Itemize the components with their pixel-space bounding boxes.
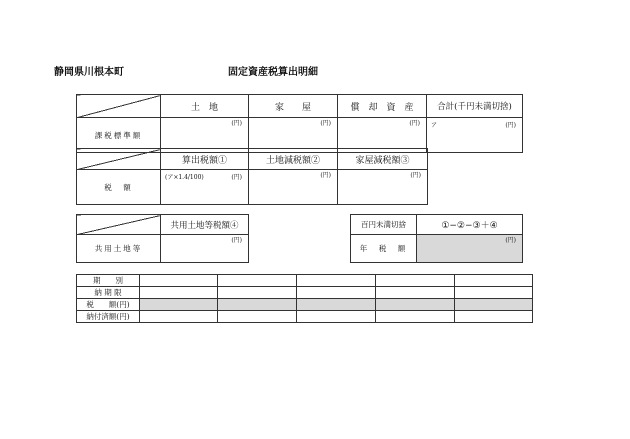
unit-label: (円) [320, 120, 331, 127]
schedule-cell [218, 299, 297, 311]
schedule-cell [297, 287, 376, 299]
schedule-cell [376, 275, 455, 287]
schedule-cell [297, 311, 376, 323]
document-title: 固定資産税算出明細 [228, 67, 318, 78]
row-label-shared-land: 共用土地等 [77, 235, 161, 263]
schedule-cell [455, 299, 533, 311]
row-label-annual-tax: 年 税 額 [351, 235, 417, 263]
header-land: 土 地 [161, 95, 249, 118]
header-house: 家 屋 [249, 95, 338, 118]
annual-tax-table [350, 214, 523, 263]
formula-note: (ア×1.4/100) [165, 174, 204, 181]
total-mark: ア [431, 122, 438, 129]
schedule-cell [218, 311, 297, 323]
unit-label: (円) [505, 237, 516, 244]
row-label-tax-base: 課税標準額 [77, 118, 161, 153]
computed-tax-field [161, 170, 249, 205]
schedule-label: 税 額(円) [77, 299, 140, 311]
annual-tax-field [417, 235, 523, 263]
schedule-cell [140, 311, 218, 323]
schedule-cell [218, 275, 297, 287]
land-reduction-field [249, 170, 338, 205]
unit-label: (円) [320, 172, 331, 179]
unit-label: (円) [231, 174, 242, 181]
schedule-cell [218, 287, 297, 299]
shared-land-tax-field [161, 235, 249, 263]
header-computed-tax: 算出税額① [161, 149, 249, 170]
schedule-cell [376, 311, 455, 323]
header-house-reduction: 家屋減税額③ [338, 149, 428, 170]
header-total: 合計(千円未満切捨) [427, 95, 523, 118]
schedule-cell [297, 299, 376, 311]
unit-label: (円) [231, 120, 242, 127]
unit-label: (円) [409, 120, 420, 127]
schedule-cell [455, 287, 533, 299]
header-shared-land-tax: 共用土地等税額④ [161, 215, 249, 235]
schedule-cell [140, 287, 218, 299]
row-label-tax-amount: 税 額 [77, 170, 161, 205]
diagonal-corner-cell [77, 95, 161, 118]
schedule-label: 納 期 限 [77, 287, 140, 299]
unit-label: (円) [505, 122, 516, 129]
rounding-note: 百円未満切捨 [351, 215, 417, 235]
schedule-cell [140, 299, 218, 311]
diagonal-corner-cell [77, 149, 161, 170]
schedule-label: 期 別 [77, 275, 140, 287]
payment-schedule-table [76, 274, 533, 323]
schedule-cell [376, 287, 455, 299]
unit-label: (円) [410, 172, 421, 179]
schedule-cell [376, 299, 455, 311]
unit-label: (円) [231, 237, 242, 244]
schedule-row-paid-amount [77, 311, 533, 323]
municipality-name: 静岡県川根本町 [54, 67, 124, 78]
schedule-cell [140, 275, 218, 287]
schedule-label: 納付済額(円) [77, 311, 140, 323]
header-depreciable-assets: 償 却 資 産 [338, 95, 427, 118]
tax-base-table [76, 94, 523, 153]
house-reduction-field [338, 170, 428, 205]
shared-land-table [76, 214, 249, 263]
schedule-row-period [77, 275, 533, 287]
schedule-row-tax-amount [77, 299, 533, 311]
schedule-cell [297, 275, 376, 287]
tax-amount-table [76, 148, 428, 205]
total-tax-base-field [427, 118, 523, 153]
schedule-cell [455, 311, 533, 323]
schedule-cell [455, 275, 533, 287]
annual-tax-formula: ①−②−③＋④ [417, 215, 523, 235]
header-land-reduction: 土地減税額② [249, 149, 338, 170]
diagonal-corner-cell [77, 215, 161, 235]
schedule-row-due-date [77, 287, 533, 299]
